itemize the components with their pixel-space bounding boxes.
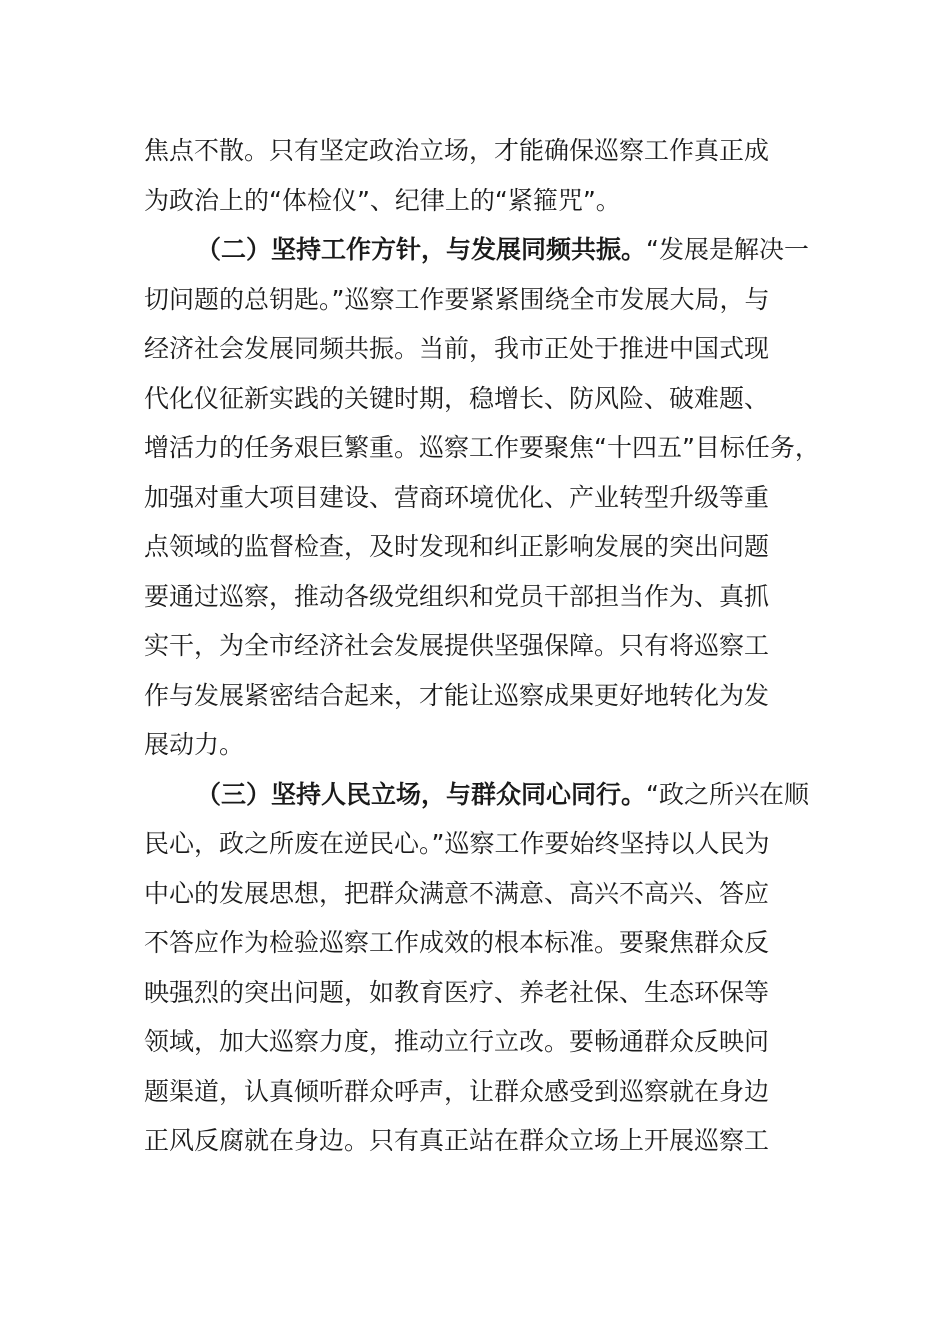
paragraph-line: 要通过巡察，推动各级党组织和党员干部担当作为、真抓 bbox=[144, 581, 770, 611]
paragraph-line: 点领域的监督检查，及时发现和纠正影响发展的突出问题 bbox=[144, 532, 770, 561]
paragraph-line: 正风反腐就在身边。只有真正站在群众立场上开展巡察工 bbox=[144, 1126, 770, 1155]
paragraph-line: 实干，为全市经济社会发展提供坚强保障。只有将巡察工 bbox=[144, 631, 770, 660]
paragraph-line: 经济社会发展同频共振。当前，我市正处于推进中国式现 bbox=[144, 334, 770, 363]
section-2-heading: （二）坚持工作方针，与发展同频共振。 bbox=[196, 235, 647, 264]
paragraph-line: 加强对重大项目建设、营商环境优化、产业转型升级等重 bbox=[144, 482, 770, 512]
paragraph-line: 增活力的任务艰巨繁重。巡察工作要聚焦“十四五”目标任务， bbox=[144, 433, 820, 462]
paragraph-line: 作与发展紧密结合起来，才能让巡察成果更好地转化为发 bbox=[144, 680, 770, 710]
body-text bbox=[144, 126, 824, 1166]
paragraph-line: 切问题的总钥匙。”巡察工作要紧紧围绕全市发展大局，与 bbox=[144, 284, 770, 314]
section-2-first-line bbox=[144, 225, 824, 275]
section-3-first-line bbox=[144, 770, 824, 820]
paragraph-line: 映强烈的突出问题，如教育医疗、养老社保、生态环保等 bbox=[144, 977, 770, 1007]
paragraph-line: 中心的发展思想，把群众满意不满意、高兴不高兴、答应 bbox=[144, 878, 770, 908]
section-3-lead-text: “政之所兴在顺 bbox=[646, 779, 809, 809]
paragraph-line: 展动力。 bbox=[144, 730, 245, 759]
section-2-lead-text: “发展是解决一 bbox=[646, 235, 809, 264]
paragraph-line: 不答应作为检验巡察工作成效的根本标准。要聚焦群众反 bbox=[144, 928, 770, 957]
section-3-heading: （三）坚持人民立场，与群众同心同行。 bbox=[196, 779, 647, 809]
paragraph-line: 焦点不散。只有坚定政治立场，才能确保巡察工作真正成 bbox=[144, 136, 770, 165]
paragraph-line: 领域，加大巡察力度，推动立行立改。要畅通群众反映问 bbox=[144, 1027, 770, 1056]
paragraph-line: 题渠道，认真倾听群众呼声，让群众感受到巡察就在身边 bbox=[144, 1076, 770, 1106]
paragraph-line: 民心，政之所废在逆民心。”巡察工作要始终坚持以人民为 bbox=[144, 829, 770, 858]
paragraph-line: 代化仪征新实践的关键时期，稳增长、防风险、破难题、 bbox=[144, 383, 770, 413]
paragraph-line: 为政治上的“体检仪”、纪律上的“紧箍咒”。 bbox=[144, 185, 621, 215]
